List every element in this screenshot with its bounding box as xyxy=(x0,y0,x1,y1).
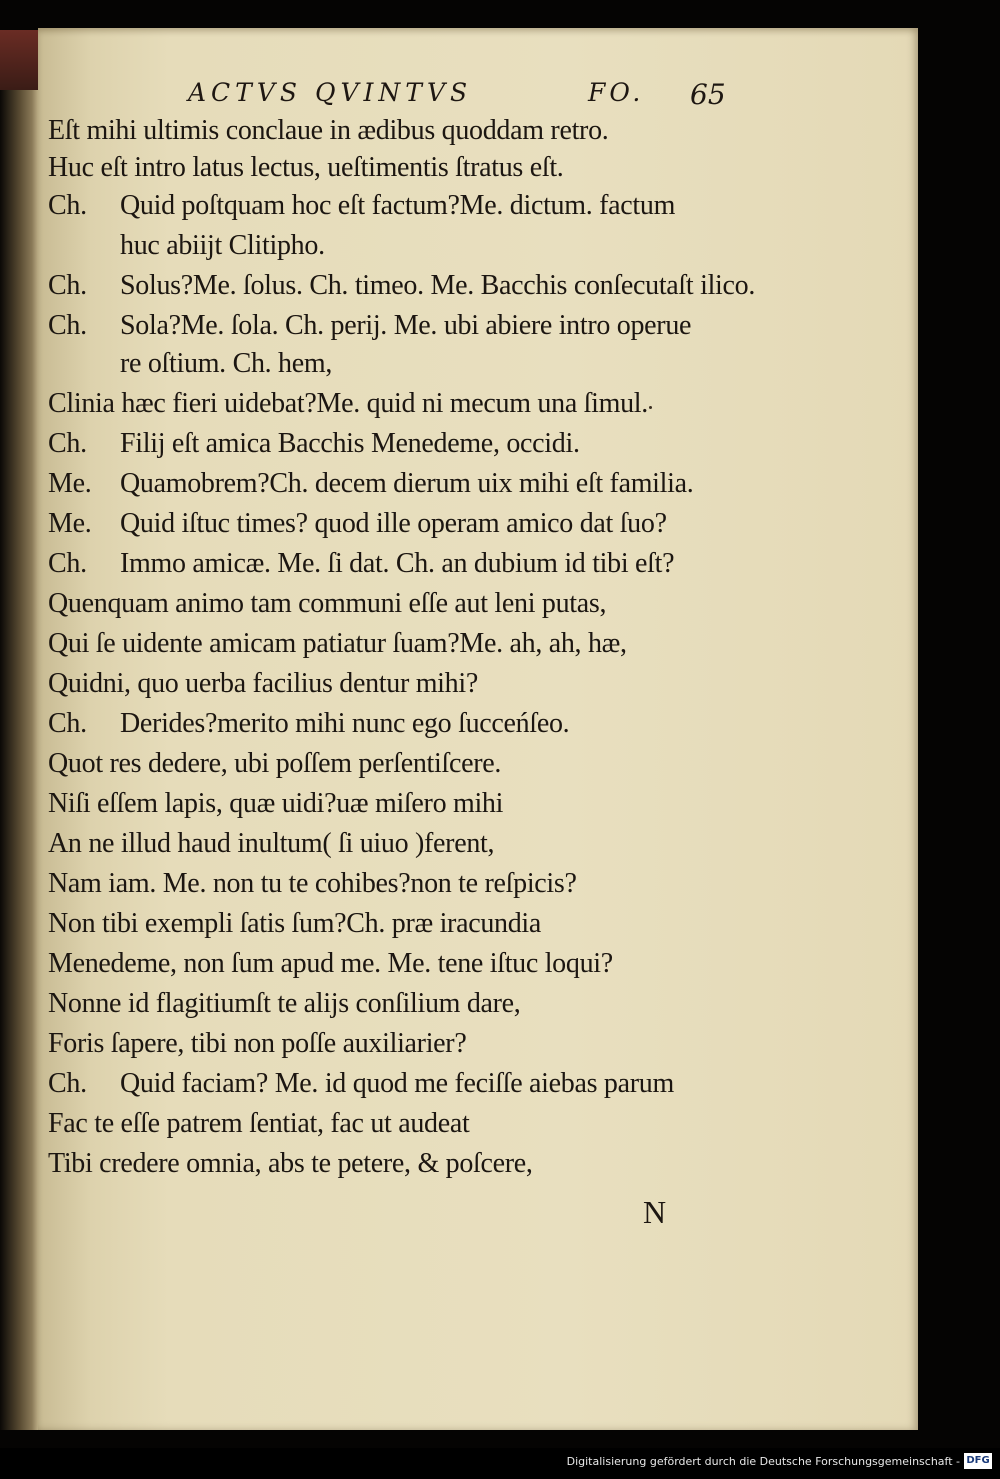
line-text: Quid poſtquam hoc eſt factum?Me. dictum. factum xyxy=(120,190,676,221)
signature-mark: N xyxy=(643,1194,667,1230)
text-line xyxy=(48,113,608,149)
text-line xyxy=(48,1026,466,1062)
speaker-label: Ch. xyxy=(48,310,87,341)
line-text: Sola?Me. ſola. Ch. perij. Me. ubi abiere intro operue xyxy=(120,310,692,341)
ink-speck xyxy=(649,406,652,409)
text-line xyxy=(48,986,521,1022)
text-line xyxy=(48,1066,674,1102)
line-text: An ne illud haud inultum( ſi uiuo )ferent, xyxy=(48,828,495,859)
folio-label: FO. xyxy=(588,78,645,107)
text-line xyxy=(48,506,667,542)
line-text: Huc eſt intro latus lectus, ueſtimentis ſtratus eſt. xyxy=(48,152,564,183)
line-text: Quot res dedere, ubi poſſem perſentiſcere. xyxy=(48,748,502,779)
text-line xyxy=(48,1146,533,1182)
line-text: Eſt mihi ultimis conclaue in ædibus quoddam retro. xyxy=(48,115,609,146)
line-text: Quid faciam? Me. id quod me feciſſe aiebas parum xyxy=(120,1068,674,1099)
line-text: huc abiijt Clitipho. xyxy=(120,230,325,261)
line-text: Quenquam animo tam communi eſſe aut leni putas, xyxy=(48,588,607,619)
book-page xyxy=(38,28,918,1430)
text-line xyxy=(48,746,501,782)
text-line xyxy=(48,546,674,582)
text-line xyxy=(48,386,648,422)
line-text: Fac te eſſe patrem ſentiat, fac ut audeat xyxy=(48,1108,470,1139)
line-text: Quidni, quo uerba facilius dentur mihi? xyxy=(48,668,478,699)
running-head: ACTVS QVINTVS xyxy=(188,78,473,107)
line-text: Derides?merito mihi nunc ego ſucceńſeo. xyxy=(120,708,570,739)
text-line xyxy=(48,586,606,622)
speaker-label: Me. xyxy=(48,508,92,539)
line-text: Non tibi exempli ſatis ſum?Ch. præ iracundia xyxy=(48,908,542,939)
line-text: Tibi credere omnia, abs te petere, & poſcere, xyxy=(48,1148,533,1179)
line-text: Foris ſapere, tibi non poſſe auxiliarier? xyxy=(48,1028,467,1059)
text-line xyxy=(48,268,755,304)
text-line xyxy=(48,346,332,382)
line-text: Immo amicæ. Me. ſi dat. Ch. an dubium id tibi eſt? xyxy=(120,548,675,579)
dfg-logo: DFG xyxy=(964,1453,992,1469)
speaker-label: Me. xyxy=(48,468,92,499)
line-text: Solus?Me. ſolus. Ch. timeo. Me. Bacchis conſecutaſt ilico. xyxy=(120,270,756,301)
text-line xyxy=(48,308,691,344)
line-text: Nonne id flagitiumſt te alijs conſilium dare, xyxy=(48,988,521,1019)
speaker-label: Ch. xyxy=(48,270,87,301)
text-line xyxy=(48,866,577,902)
text-line xyxy=(48,786,503,822)
speaker-label: Ch. xyxy=(48,1068,87,1099)
line-text: Niſi eſſem lapis, quæ uidi?uæ miſero mihi xyxy=(48,788,504,819)
speaker-label: Ch. xyxy=(48,708,87,739)
line-text: Qui ſe uidente amicam patiatur ſuam?Me. ah, ah, hæ, xyxy=(48,628,627,659)
line-text: Filij eſt amica Bacchis Menedeme, occidi. xyxy=(120,428,580,459)
text-line xyxy=(48,1106,469,1142)
text-line xyxy=(48,466,693,502)
text-line xyxy=(48,150,564,186)
speaker-label: Ch. xyxy=(48,428,87,459)
text-line xyxy=(48,426,580,462)
line-text: Nam iam. Me. non tu te cohibes?non te reſpicis? xyxy=(48,868,577,899)
text-line xyxy=(48,906,541,942)
line-text: Quid iſtuc times? quod ille operam amico dat ſuo? xyxy=(120,508,667,539)
folio-number: 65 xyxy=(690,78,726,111)
line-text: Clinia hæc fieri uidebat?Me. quid ni mecum una ſimul. xyxy=(48,388,648,419)
line-text: Menedeme, non ſum apud me. Me. tene iſtuc loqui? xyxy=(48,948,613,979)
text-line xyxy=(48,626,627,662)
footer-credit: Digitalisierung gefördert durch die Deutsche Forschungsgemeinschaft - xyxy=(566,1455,960,1468)
line-text: re oſtium. Ch. hem, xyxy=(120,348,333,379)
text-line xyxy=(48,666,478,702)
text-line xyxy=(48,706,569,742)
page-edge xyxy=(0,30,40,1430)
footer-bar xyxy=(0,1448,1000,1479)
spine-mark xyxy=(0,30,38,90)
text-line xyxy=(48,946,613,982)
text-line xyxy=(48,826,494,862)
text-line xyxy=(48,188,675,224)
text-line xyxy=(48,228,325,264)
line-text: Quamobrem?Ch. decem dierum uix mihi eſt familia. xyxy=(120,468,694,499)
speaker-label: Ch. xyxy=(48,190,87,221)
speaker-label: Ch. xyxy=(48,548,87,579)
